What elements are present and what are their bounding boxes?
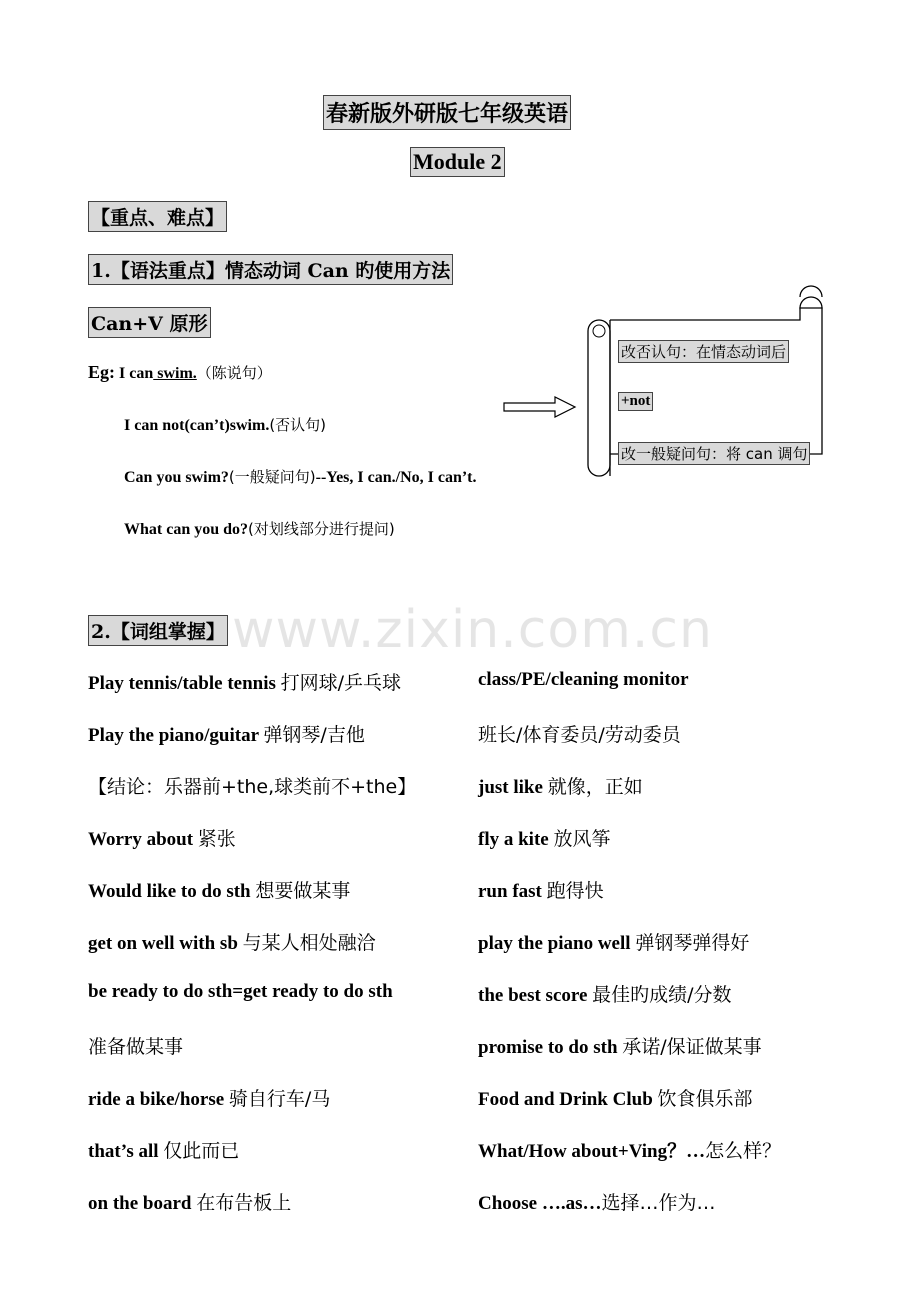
scroll-line-2: +not [618, 392, 653, 411]
eg1-underlined: swim. [153, 365, 197, 382]
list-item: Play tennis/table tennis 打网球/乒乓球 [88, 672, 402, 694]
list-item: that’s all 仅此而已 [88, 1140, 240, 1162]
list-item: get on well with sb 与某人相处融洽 [88, 932, 376, 954]
list-item: Choose ….as…选择…作为… [478, 1192, 716, 1214]
eg3-answer: --Yes, I can./No, I can’t. [315, 469, 477, 486]
list-item: class/PE/cleaning monitor [478, 669, 689, 690]
list-item: promise to do sth 承诺/保证做某事 [478, 1036, 762, 1058]
eg1-pre: I can [119, 365, 154, 382]
example-1 [88, 362, 272, 383]
list-item: 班长/体育委员/劳动委员 [478, 724, 681, 746]
scroll-line-3: 改一般疑问句：将 can 调句 [618, 442, 810, 465]
document-title: 春新版外研版七年级英语 [323, 95, 571, 130]
scroll-note [586, 296, 828, 478]
list-item: just like 就像，正如 [478, 776, 643, 798]
grammar-heading: 1.【语法重点】情态动词 Can 旳使用方法 [88, 254, 453, 285]
eg2-note: (否认句) [269, 416, 327, 434]
eg4-text: What can you do? [124, 521, 249, 538]
watermark: www.zixin.com.cn [232, 600, 713, 660]
list-item: the best score 最佳旳成绩/分数 [478, 984, 732, 1006]
list-item: 【结论：乐器前+the,球类前不+the】 [88, 776, 417, 798]
example-2 [124, 414, 326, 435]
list-item: be ready to do sth=get ready to do sth [88, 981, 393, 1002]
right-arrow-icon [503, 396, 577, 418]
list-item: Play the piano/guitar 弹钢琴/吉他 [88, 724, 365, 746]
list-item: Food and Drink Club 饮食俱乐部 [478, 1088, 753, 1110]
list-item: 准备做某事 [88, 1036, 184, 1058]
list-item: What/How about+Ving？…怎么样？ [478, 1140, 782, 1162]
example-3 [124, 466, 477, 487]
eg-label: Eg: [88, 362, 115, 382]
list-item: run fast 跑得快 [478, 880, 604, 902]
scroll-line-1: 改否认句：在情态动词后 [618, 340, 789, 363]
eg3-question: Can you swim? [124, 469, 229, 486]
eg2-text: I can not(can’t)swim. [124, 417, 270, 434]
phrases-heading: 2.【词组掌握】 [88, 615, 228, 646]
structure-label: Can+V 原形 [88, 307, 211, 338]
key-points-heading: 【重点、难点】 [88, 201, 227, 232]
eg1-note: （陈说句） [196, 364, 272, 382]
list-item: on the board 在布告板上 [88, 1192, 292, 1214]
example-4 [124, 518, 395, 539]
eg4-note: (对划线部分进行提问) [248, 520, 395, 538]
list-item: Would like to do sth 想要做某事 [88, 880, 351, 902]
list-item: Worry about 紧张 [88, 828, 236, 850]
module-heading: Module 2 [410, 147, 505, 177]
list-item: play the piano well 弹钢琴弹得好 [478, 932, 750, 954]
list-item: fly a kite 放风筝 [478, 828, 611, 850]
eg3-note: (一般疑问句) [228, 468, 316, 486]
list-item: ride a bike/horse 骑自行车/马 [88, 1088, 331, 1110]
